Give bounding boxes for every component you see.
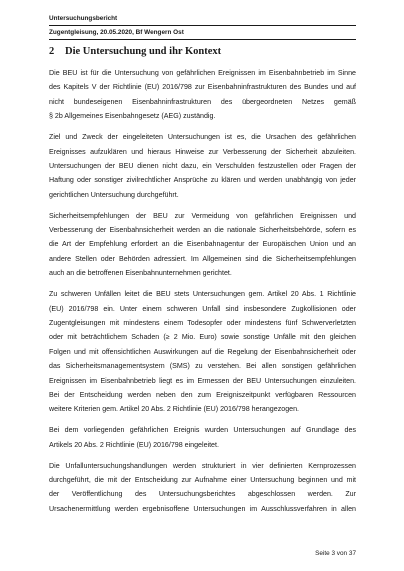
paragraph-line: oder mit beträchtlichem Schaden (≥ 2 Mio. Euro) sowie sonstige Unfälle mit den gleichen [49, 333, 356, 342]
paragraph-line: Zugentgleisungen mit mindestens einem Todesopfer oder mindestens fünf Schwerverletzten [49, 319, 356, 327]
paragraph-line: nicht bundeseigenen Eisenbahninfrastrukturen des übergeordneten Netzes gemäß [49, 97, 356, 106]
body-paragraph [49, 209, 356, 281]
paragraph-line: Sicherheitsempfehlungen der BEU zur Vermeidung von gefährlichen Ereignissen und [49, 211, 356, 220]
paragraph-line: (EU) 2016/798 ein. Unter einem schweren Unfall sind insbesondere Zugkollisionen oder [49, 304, 356, 313]
section-body [49, 66, 356, 523]
header-divider-top [49, 25, 356, 26]
header-divider-bottom [49, 39, 356, 40]
paragraph-line: Zu schweren Unfällen leitet die BEU stets Untersuchungen gem. Artikel 20 Abs. 1 Richtlinie [49, 290, 356, 299]
paragraph-line: Ziel und Zweck der eingeleiteten Untersuchungen ist es, die Ursachen des gefährlichen [49, 133, 356, 142]
paragraph-line: Ursachenermittlung werden ergebnisoffene Untersuchungen im Ausschlussverfahren in allen [49, 504, 356, 513]
body-paragraph [49, 423, 356, 452]
paragraph-line: das Sicherheitsmanagementsystem (SMS) zu verstehen. Bei allen sonstigen gefährlichen [49, 362, 356, 371]
body-paragraph [49, 287, 356, 417]
paragraph-line: Haftung oder sonstiger zivilrechtlicher Ansprüche zu klären und werden unabhängig von jeder [49, 176, 356, 185]
paragraph-line: Die Unfalluntersuchungshandlungen werden strukturiert in vier definierten Kernprozessen [49, 461, 356, 470]
paragraph-line: Verbesserung der Eisenbahnsicherheit werden an die nationale Sicherheitsbehörde, sofern es [49, 226, 356, 235]
paragraph-line: Untersuchungen der BEU dienen nicht dazu, ein Verschulden festzustellen oder Fragen der [49, 161, 356, 170]
header-subject: Zugentgleisung, 20.05.2020, Bf Wengern Ost [49, 29, 184, 36]
paragraph-line: Ereignisses aufzuklären und hieraus Hinweise zur Verbesserung der Sicherheit abzuleiten. [49, 147, 356, 156]
body-paragraph [49, 459, 356, 517]
paragraph-line: andere Stellen oder Behörden adressiert. Im Allgemeinen sind die Sicherheitsempfehlungen [49, 254, 356, 263]
paragraph-line: Die BEU ist für die Untersuchung von gefährlichen Ereignissen im Eisenbahnbetrieb im Sinne [49, 69, 356, 77]
page-number: Seite 3 von 37 [315, 550, 356, 557]
section-heading [49, 46, 221, 57]
paragraph-line: durchgeführt, die mit der Entscheidung zur Aufnahme einer Untersuchung beginnen und mit [49, 476, 356, 485]
paragraph-line: § 2b Allgemeines Eisenbahngesetz (AEG) zuständig. [49, 112, 216, 121]
section-number: 2 [49, 46, 55, 57]
paragraph-line: Artikels 20 Abs. 2 Richtlinie (EU) 2016/798 eingeleitet. [49, 440, 219, 449]
paragraph-line: die Art der Empfehlung erfordert an die Eisenbahnagentur der Europäischen Union und an [49, 240, 356, 249]
paragraph-line: Bei dem vorliegenden gefährlichen Ereignis wurden Untersuchungen auf Grundlage des [49, 426, 356, 435]
body-paragraph [49, 66, 356, 124]
paragraph-line: weitere Kriterien gem. Artikel 20 Abs. 2 Richtlinie (EU) 2016/798 herangezogen. [49, 405, 299, 414]
paragraph-line: auch an die betroffenen Eisenbahnunternehmen gerichtet. [49, 269, 232, 278]
paragraph-line: Folgen und mit offensichtlichen Auswirkungen auf die Regelung der Eisenbahnsicherheit oder [49, 347, 356, 356]
paragraph-line: des Kapitels V der Richtlinie (EU) 2016/798 zur Eisenbahninfrastrukturen des Bundes und auf [49, 83, 356, 92]
section-title: Die Untersuchung und ihr Kontext [65, 46, 222, 57]
header-report-type: Untersuchungsbericht [49, 15, 118, 22]
body-paragraph [49, 130, 356, 202]
paragraph-line: der Veröffentlichung des Untersuchungsberichtes abgeschlossen werden. Zur [49, 490, 356, 499]
paragraph-line: Bei der Entscheidung werden neben den zum Ereigniszeitpunkt verfügbaren Ressourcen [49, 391, 356, 400]
paragraph-line: Ereignissen im Eisenbahnbetrieb liegt es im Ermessen der BEU Untersuchungen einzuleiten. [49, 376, 356, 385]
paragraph-line: gerichtlichen Untersuchung durchgeführt. [49, 190, 179, 199]
